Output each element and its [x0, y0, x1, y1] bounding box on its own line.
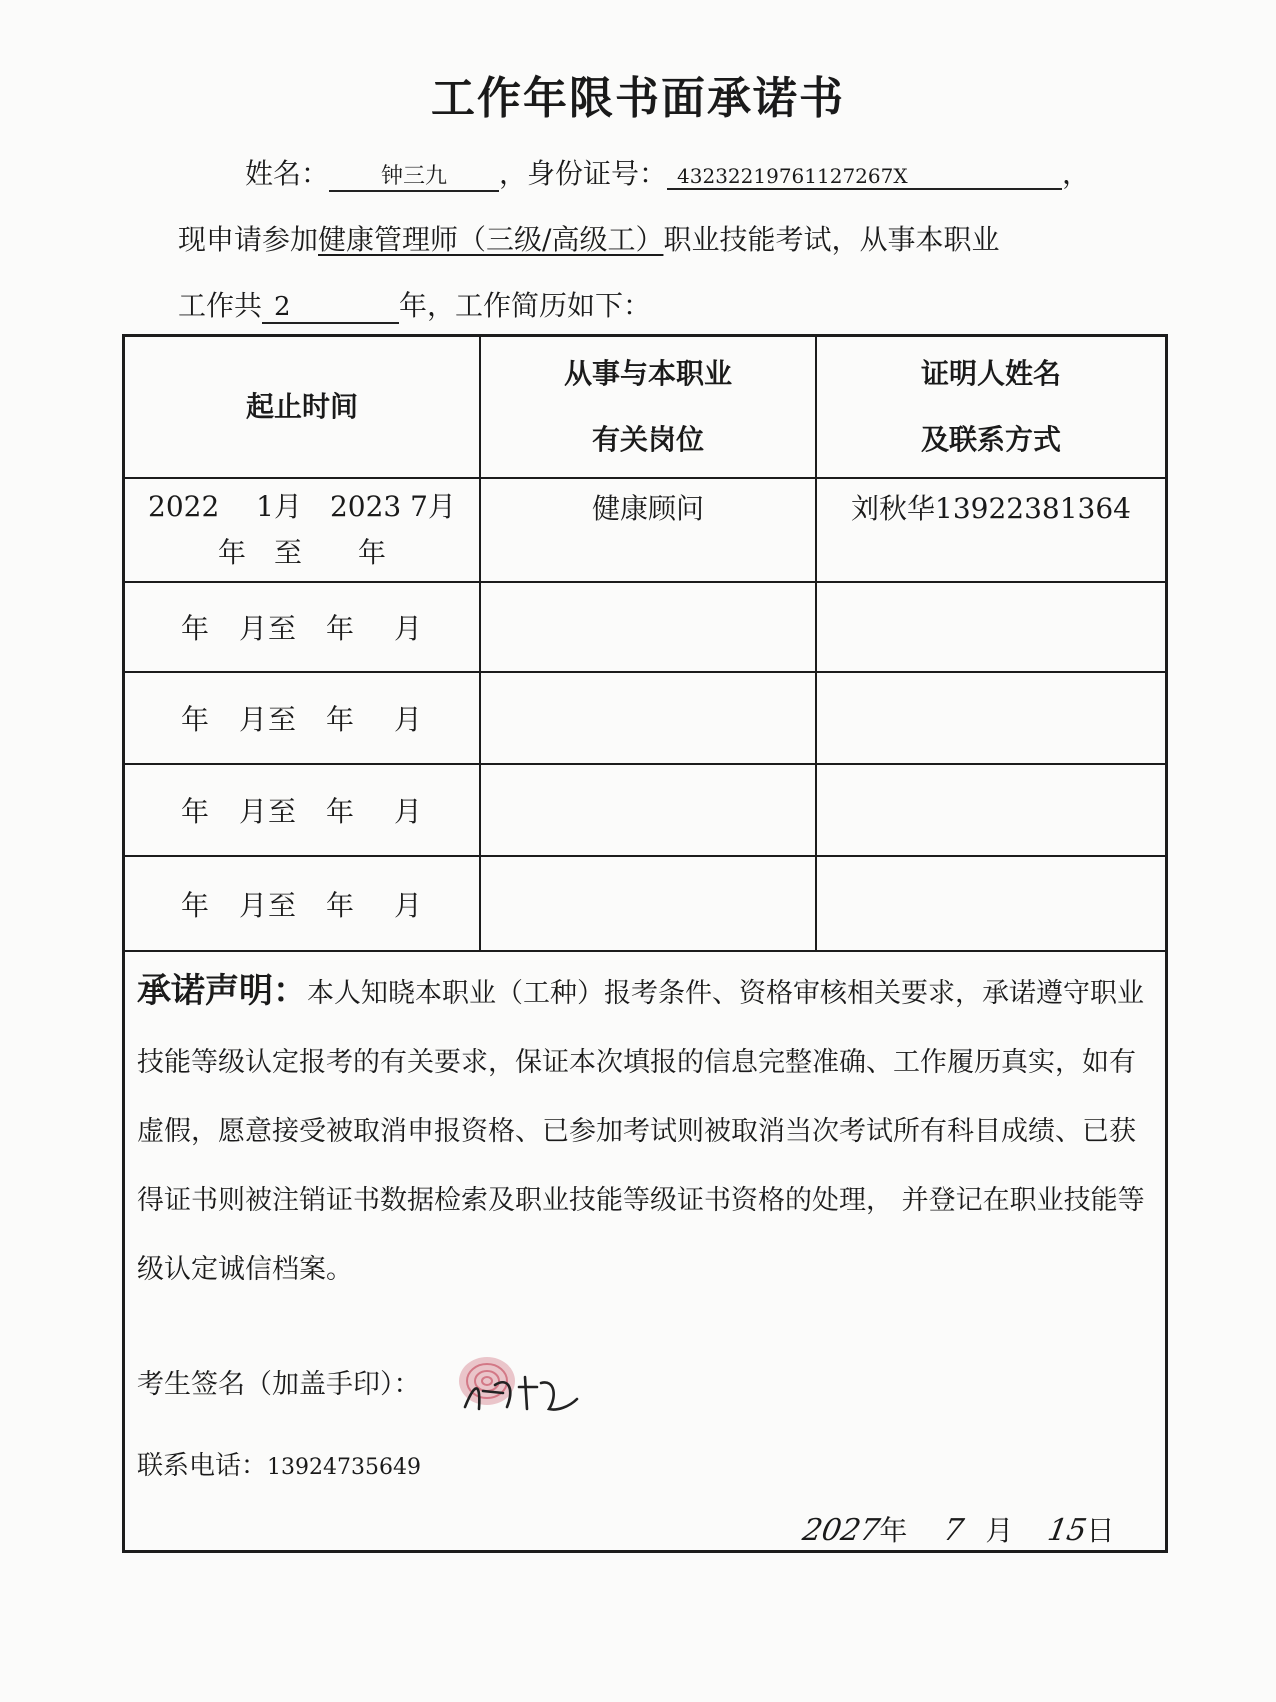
- row1-period: 2022 1月 2023 7月 年 至 年: [125, 478, 480, 582]
- years-prefix: 工作共: [178, 289, 263, 322]
- table-row: [125, 672, 1165, 764]
- date-year: 2027: [799, 1513, 883, 1548]
- years-line: [178, 284, 651, 324]
- table-row: [125, 478, 1165, 582]
- signed-date: [799, 1509, 1115, 1549]
- pledge-text: 本人知晓本职业（工种）报考条件、资格审核相关要求，承诺遵守职业技能等级认定报考的有关要求，保证本次填报的信息完整准确、工作履历真实，如有虚假，愿意接受被取消申报资格、已参加考试则被取消当次考试所有科目成绩、已获得证书则被注销证书数据检索及职业技能等级证书资格的处理， 并登记在职业技能等级认定诚信档案。: [137, 978, 1145, 1285]
- row2-contact: [816, 582, 1165, 672]
- id-label: ，身份证号：: [499, 157, 668, 190]
- row3-position: [480, 672, 816, 764]
- row5-period: 年 月至 年 月: [125, 856, 480, 951]
- form-box: [122, 334, 1168, 1553]
- id-value: 43232219761127267X: [667, 164, 1062, 190]
- date-month-unit: 月: [985, 1514, 1014, 1547]
- row1-position: 健康顾问: [480, 478, 816, 582]
- row4-contact: [816, 764, 1165, 856]
- header-position: 从事与本职业 有关岗位: [480, 337, 816, 478]
- date-day: 15: [1045, 1513, 1090, 1548]
- apply-line: [178, 218, 999, 258]
- row4-position: [480, 764, 816, 856]
- header-contact: 证明人姓名 及联系方式: [816, 337, 1165, 478]
- row2-position: [480, 582, 816, 672]
- phone-value: 13924735649: [267, 1455, 421, 1480]
- row5-position: [480, 856, 816, 951]
- row1-contact: 刘秋华13922381364: [816, 478, 1165, 582]
- name-label: 姓名：: [245, 157, 330, 190]
- fingerprint-icon: [445, 1347, 585, 1427]
- personal-line: [245, 152, 1090, 192]
- table-header-row: [125, 337, 1165, 478]
- years-suffix: 年，工作简历如下：: [399, 289, 652, 322]
- row3-contact: [816, 672, 1165, 764]
- id-end: ，: [1062, 157, 1091, 190]
- phone-line: [137, 1445, 421, 1482]
- date-year-unit: 年: [879, 1514, 908, 1547]
- row3-period: 年 月至 年 月: [125, 672, 480, 764]
- name-value: 钟三九: [329, 159, 499, 192]
- table-row: [125, 582, 1165, 672]
- header-period: 起止时间: [125, 337, 480, 478]
- apply-suffix: 职业技能考试，从事本职业: [663, 223, 1000, 256]
- years-value: 2: [262, 292, 399, 324]
- work-history-table: [125, 337, 1165, 952]
- row4-period: 年 月至 年 月: [125, 764, 480, 856]
- phone-label: 联系电话：: [137, 1451, 268, 1481]
- pledge-lead: 承诺声明：: [137, 971, 307, 1011]
- page-title: 工作年限书面承诺书: [431, 73, 845, 124]
- apply-prefix: 现申请参加: [178, 223, 319, 256]
- pledge-statement: [137, 957, 1157, 1304]
- row5-contact: [816, 856, 1165, 951]
- date-day-unit: 日: [1086, 1514, 1115, 1547]
- row2-period: 年 月至 年 月: [125, 582, 480, 672]
- date-month: 7: [941, 1513, 967, 1548]
- signature-label: 考生签名（加盖手印）：: [137, 1369, 421, 1400]
- table-row: [125, 856, 1165, 951]
- apply-occupation: 健康管理师（三级/高级工）: [318, 223, 664, 256]
- table-row: [125, 764, 1165, 856]
- signature-line: [137, 1362, 421, 1401]
- handwritten-signature: [445, 1347, 585, 1431]
